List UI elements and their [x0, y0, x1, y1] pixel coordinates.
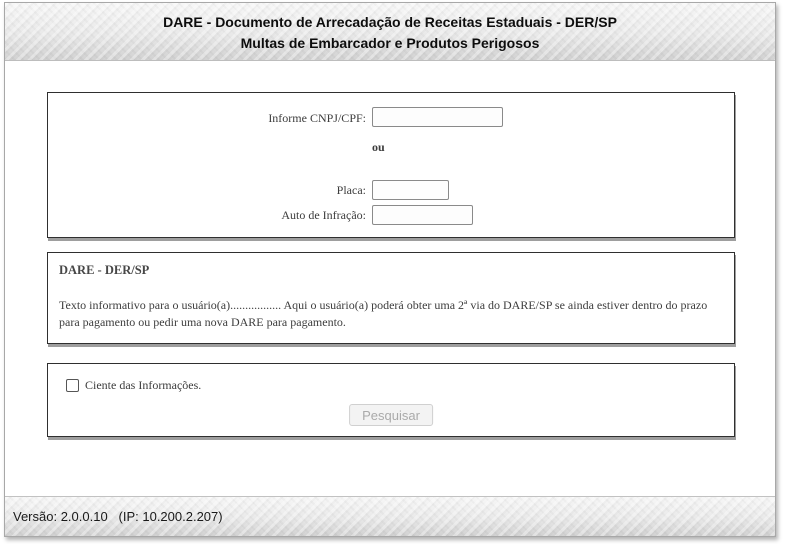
cnpj-cpf-label: Informe CNPJ/CPF:	[268, 111, 366, 125]
page-title-line1: DARE - Documento de Arrecadação de Receitas Estaduais - DER/SP	[163, 14, 617, 30]
action-panel	[47, 363, 735, 437]
page-header	[5, 3, 775, 61]
info-panel-text: Texto informativo para o usuário(a)................. Aqui o usuário(a) poderá obter uma 2ª via do DARE/SP se ainda estiver dentro do prazo para pagamento ou pedir uma nova DARE para pagamento.	[59, 298, 708, 329]
cnpj-cpf-input[interactable]	[372, 107, 503, 127]
aware-checkbox[interactable]	[66, 379, 79, 392]
aware-checkbox-row	[66, 378, 201, 392]
auto-infracao-label: Auto de Infração:	[281, 208, 366, 222]
auto-infracao-input[interactable]	[372, 205, 473, 225]
aware-checkbox-label: Ciente das Informações.	[85, 378, 202, 392]
app-window	[4, 2, 776, 537]
page-title-line2: Multas de Embarcador e Produtos Perigosos	[240, 35, 540, 51]
page-footer	[5, 496, 775, 536]
placa-input[interactable]	[372, 180, 449, 200]
placa-label: Placa:	[336, 183, 366, 197]
info-panel	[47, 252, 735, 344]
search-button[interactable]: Pesquisar	[349, 404, 433, 426]
search-criteria-panel	[47, 92, 735, 238]
version-ip-text: Versão: 2.0.0.10 (IP: 10.200.2.207)	[13, 509, 223, 524]
or-separator-text: ou	[372, 140, 385, 154]
info-panel-heading: DARE - DER/SP	[59, 263, 150, 277]
